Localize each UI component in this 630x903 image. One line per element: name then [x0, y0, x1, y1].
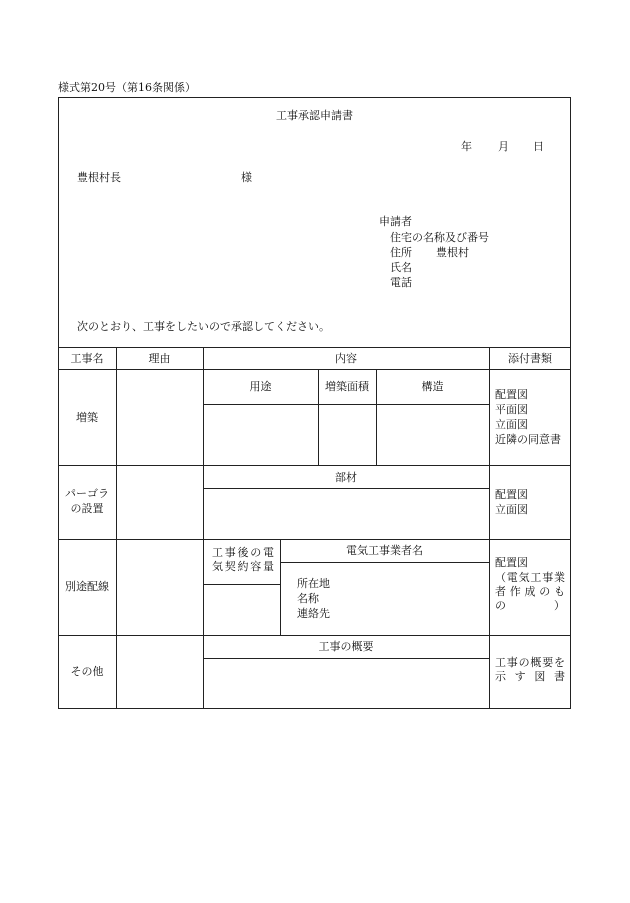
subheader-use: 用途	[249, 380, 272, 393]
contractor-field-name: 名称	[297, 592, 319, 605]
subheader-contract-capacity: 工事後の電気契約容量	[212, 546, 274, 573]
date-month-label: 月	[498, 140, 509, 153]
applicant-phone-label: 電話	[390, 276, 412, 289]
subheader-line	[203, 584, 280, 585]
row-divider	[58, 635, 571, 636]
intro-text: 次のとおり、工事をしたいので承認してください。	[77, 320, 330, 333]
attachment-item: 平面図	[495, 403, 528, 416]
table-top-line	[58, 347, 571, 348]
column-divider	[203, 347, 204, 709]
subheader-line	[203, 658, 489, 659]
header-attachments: 添付書類	[508, 352, 552, 365]
header-content: 内容	[335, 352, 357, 365]
column-divider	[116, 347, 117, 709]
row-label-other: その他	[70, 665, 104, 678]
subheader-work-summary: 工事の概要	[318, 640, 374, 653]
attachment-item: 立面図	[495, 418, 528, 431]
attachment-item: 配置図	[495, 388, 528, 401]
subheader-line	[203, 488, 489, 489]
contractor-field-location: 所在地	[297, 577, 330, 590]
row-divider	[58, 465, 571, 466]
row-label-extension: 増築	[76, 411, 98, 424]
subheader-area: 増築面積	[325, 380, 369, 393]
attachment-item: 近隣の同意書	[495, 433, 561, 446]
table-header-line	[58, 369, 571, 370]
column-divider	[489, 347, 490, 709]
attachment-item: 配置図	[495, 556, 528, 569]
subheader-contractor-name: 電気工事業者名	[346, 544, 423, 557]
subheader-materials: 部材	[335, 471, 357, 484]
subheader-line	[280, 562, 489, 563]
attachment-item: 配置図	[495, 488, 528, 501]
row-label-pergola-line2: の設置	[70, 502, 104, 515]
subheader-line	[203, 404, 489, 405]
attachment-item: 立面図	[495, 503, 528, 516]
row-label-separate-wiring: 別途配線	[65, 580, 109, 593]
date-year-label: 年	[461, 140, 472, 153]
applicant-heading: 申請者	[379, 215, 412, 228]
addressee: 豊根村長	[77, 171, 121, 184]
header-work-name: 工事名	[70, 352, 104, 365]
row-label-pergola-line1: パーゴラ	[65, 487, 109, 500]
date-day-label: 日	[533, 140, 544, 153]
attachment-item: 工事の概要を示す図書	[495, 656, 565, 683]
header-reason: 理由	[148, 352, 171, 365]
applicant-name-label: 氏名	[390, 261, 412, 274]
row-divider	[58, 539, 571, 540]
subheader-structure: 構造	[421, 380, 444, 393]
form-number: 様式第20号（第16条関係）	[58, 81, 196, 94]
applicant-housing-label: 住宅の名称及び番号	[390, 231, 489, 244]
honorific: 様	[241, 171, 252, 184]
attachment-item-note: （電気工事業者作成のもの）	[495, 571, 565, 612]
applicant-address-value: 豊根村	[436, 246, 469, 259]
applicant-address-label: 住所	[390, 246, 412, 259]
contractor-field-contact: 連絡先	[297, 607, 330, 620]
form-title: 工事承認申請書	[276, 109, 353, 122]
